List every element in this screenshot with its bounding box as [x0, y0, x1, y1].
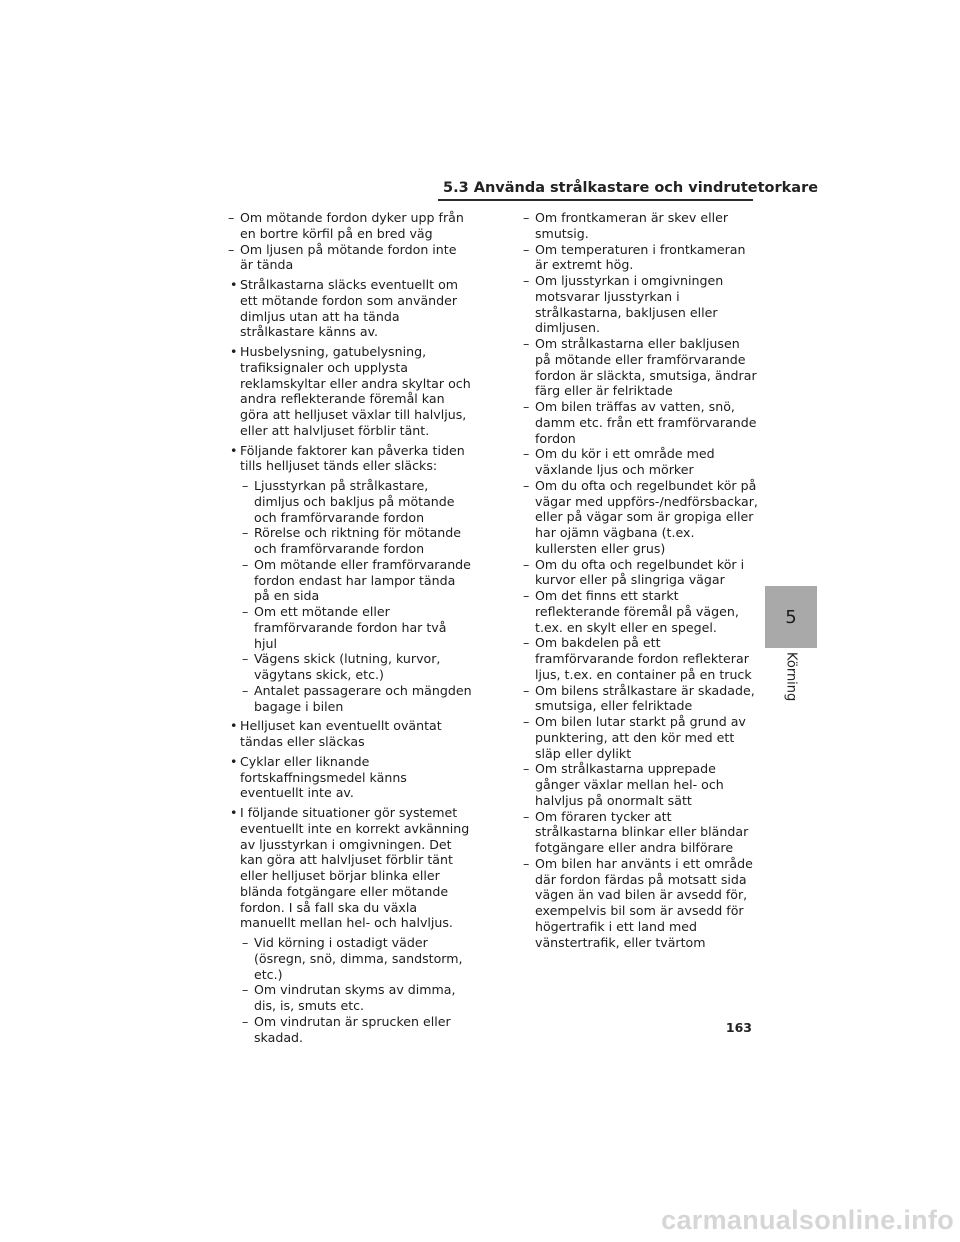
item-text: Om frontkameran är skev eller smutsig.	[535, 210, 729, 241]
item-text: Helljuset kan eventuellt oväntat tändas eller släckas	[240, 718, 442, 749]
item-text: Om bilens strålkastare är skadade, smutsiga, eller felriktade	[535, 682, 755, 714]
dash-marker: –	[523, 682, 530, 698]
item-text: Om temperaturen i frontkameran är extremt hög.	[535, 241, 746, 273]
dash-marker: –	[523, 241, 530, 257]
item-text: Om bilen har använts i ett område där fordon färdas på motsatt sida vägen än vad bilen är avsedd för, exempelvis bil som är avsedd för högertrafik i ett land med vänstertrafik, eller tvärtom	[535, 855, 753, 950]
dash-marker: –	[523, 336, 530, 351]
dash-marker: –	[523, 446, 530, 462]
dash-marker: –	[523, 714, 530, 729]
dash-item	[523, 446, 758, 478]
item-text: Husbelysning, gatubelysning, trafiksignaler och upplysta reklamskyltar eller andra skyltar och andra reflekterande föremål kan göra att helljuset växlar till halvljus, eller att halvljuset förblir tänt.	[240, 344, 471, 438]
dash-marker: –	[523, 808, 530, 824]
dash-item	[523, 336, 758, 399]
dash-item	[228, 683, 473, 715]
dash-item	[523, 714, 758, 761]
item-text: Om vindrutan är sprucken eller skadad.	[254, 1013, 451, 1045]
item-text: Om det finns ett starkt reflekterande föremål på vägen, t.ex. en skylt eller en spegel.	[535, 588, 739, 635]
dash-marker: –	[523, 273, 530, 288]
item-text: Om ett mötande eller framförvarande fordon har två hjul	[254, 604, 447, 651]
dash-item	[228, 210, 473, 242]
bullet-marker: •	[230, 718, 238, 734]
dash-marker: –	[228, 241, 235, 257]
item-text: Om ljusstyrkan i omgivningen motsvarar ljusstyrkan i strålkastarna, bakljusen eller dimljusen.	[535, 273, 724, 336]
chapter-label: Körning	[783, 652, 799, 702]
bullet-marker: •	[230, 753, 238, 769]
dash-item	[523, 242, 758, 274]
item-text: Om mötande eller framförvarande fordon endast har lampor tända på en sida	[254, 556, 471, 604]
item-text: Om du kör i ett område med växlande ljus och mörker	[535, 446, 715, 477]
dash-marker: –	[523, 588, 530, 603]
item-text: I följande situationer gör systemet eventuellt inte en korrekt avkänning av ljusstyrkan i omgivningen. Det kan göra att halvljuset förblir tänt eller helljuset börjar blinka eller blända fotgängare eller mötande fordon. I så fall ska du växla manuellt mellan hel- och halvljus.	[240, 805, 470, 931]
dash-marker: –	[523, 399, 530, 414]
item-text: Om bilen träffas av vatten, snö, damm etc. från ett framförvarande fordon	[535, 399, 757, 446]
item-text: Rörelse och riktning för mötande och framförvarande fordon	[254, 525, 462, 556]
left-column	[228, 210, 473, 1045]
dash-marker: –	[242, 525, 249, 541]
dash-marker: –	[242, 935, 249, 950]
bullet-item	[228, 344, 473, 439]
dash-marker: –	[242, 682, 249, 698]
header-divider	[438, 199, 753, 201]
item-text: Vägens skick (lutning, kurvor, vägytans skick, etc.)	[254, 651, 441, 682]
dash-item	[228, 604, 473, 651]
section-header: 5.3 Använda strålkastare och vindrutetorkare	[443, 180, 819, 196]
dash-item	[523, 399, 758, 446]
dash-item	[523, 478, 758, 557]
chapter-number: 5	[785, 606, 797, 628]
item-text: Om strålkastarna eller bakljusen på mötande eller framförvarande fordon är släckta, smutsiga, ändrar färg eller är felriktade	[535, 336, 757, 399]
dash-item	[228, 651, 473, 683]
item-text: Om strålkastarna upprepade gånger växlar mellan hel- och halvljus på onormalt sätt	[535, 761, 724, 808]
item-text: Om mötande fordon dyker upp från en bortre körfil på en bred väg	[240, 210, 464, 241]
dash-item	[523, 761, 758, 808]
item-text: Om föraren tycker att strålkastarna blinkar eller bländar fotgängare eller andra bilförare	[535, 808, 749, 855]
item-text: Om vindrutan skyms av dimma, dis, is, smuts etc.	[254, 982, 456, 1013]
item-text: Strålkastarna släcks eventuellt om ett mötande fordon som använder dimljus utan att ha tända strålkastare känns av.	[240, 277, 459, 340]
bullet-item	[228, 443, 473, 475]
bullet-marker: •	[230, 277, 238, 292]
dash-marker: –	[523, 210, 530, 225]
dash-item	[228, 557, 473, 604]
dash-item	[228, 935, 473, 982]
dash-marker: –	[228, 210, 235, 225]
dash-item	[523, 588, 758, 635]
item-text: Om bakdelen på ett framförvarande fordon reflekterar ljus, t.ex. en container på en truck	[535, 635, 752, 682]
dash-marker: –	[242, 478, 249, 493]
item-text: Ljusstyrkan på strålkastare, dimljus och bakljus på mötande och framförvarande fordon	[254, 478, 455, 525]
dash-marker: –	[242, 651, 249, 667]
dash-item	[523, 557, 758, 589]
item-text: Om ljusen på mötande fordon inte är tända	[240, 241, 457, 273]
item-text: Följande faktorer kan påverka tiden tills helljuset tänds eller släcks:	[240, 442, 465, 474]
dash-marker: –	[523, 635, 530, 651]
dash-item	[523, 210, 758, 242]
item-text: Antalet passagerare och mängden bagage i bilen	[254, 682, 472, 714]
bullet-marker: •	[230, 344, 238, 359]
item-text: Om bilen lutar starkt på grund av punktering, att den kör med ett släp eller dylikt	[535, 714, 746, 761]
chapter-tab	[765, 586, 817, 648]
dash-item	[523, 273, 758, 336]
dash-marker: –	[523, 477, 530, 493]
dash-marker: –	[242, 982, 249, 998]
dash-item	[228, 242, 473, 274]
bullet-item	[228, 754, 473, 801]
dash-item	[523, 809, 758, 856]
right-column	[523, 210, 758, 950]
dash-marker: –	[523, 761, 530, 777]
bullet-item	[228, 277, 473, 340]
item-text: Om du ofta och regelbundet kör i kurvor eller på slingriga vägar	[535, 556, 745, 588]
bullet-marker: •	[230, 442, 238, 458]
dash-marker: –	[242, 604, 249, 619]
item-text: Vid körning i ostadigt väder (ösregn, snö, dimma, sandstorm, etc.)	[254, 935, 463, 982]
dash-item	[228, 982, 473, 1014]
bullet-marker: •	[230, 805, 238, 820]
item-text: Om du ofta och regelbundet kör på vägar med uppförs-/nedförsbackar, eller på vägar som är gropiga eller har ojämn vägbana (t.ex. kullersten eller grus)	[535, 477, 758, 556]
dash-marker: –	[242, 1013, 249, 1029]
bullet-item	[228, 805, 473, 931]
dash-item	[228, 1014, 473, 1046]
dash-item	[523, 635, 758, 682]
watermark: carmanualsonline.info	[661, 1205, 954, 1235]
bullet-item	[228, 718, 473, 750]
dash-item	[523, 683, 758, 715]
dash-marker: –	[523, 556, 530, 572]
item-text: Cyklar eller liknande fortskaffningsmedel känns eventuellt inte av.	[240, 753, 407, 801]
dash-marker: –	[523, 855, 530, 871]
dash-item	[228, 525, 473, 557]
dash-item	[523, 856, 758, 951]
dash-item	[228, 478, 473, 525]
page-number: 163	[725, 1020, 752, 1035]
dash-marker: –	[242, 556, 249, 572]
